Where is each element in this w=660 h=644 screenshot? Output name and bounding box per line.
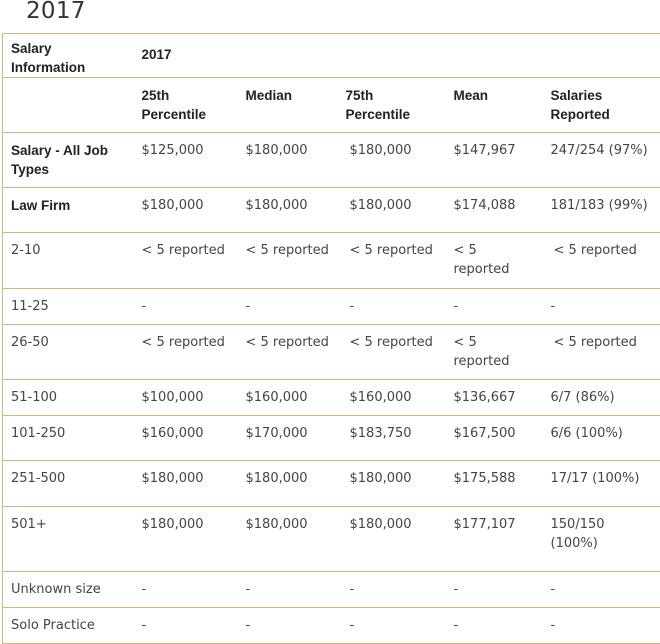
row-label: 26-50 xyxy=(11,335,49,350)
column-header-empty xyxy=(3,78,134,133)
cell-25th: $180,000 xyxy=(141,517,204,532)
cell-25th: - xyxy=(141,618,147,633)
cell-reported: 150/150 (100%) xyxy=(550,517,605,551)
cell-median: $160,000 xyxy=(245,390,308,405)
column-header-reported: Salaries Reported xyxy=(543,78,660,133)
cell-mean: $174,088 xyxy=(453,198,516,213)
row-label: 11-25 xyxy=(11,299,49,314)
cell-reported: - xyxy=(550,582,556,597)
cell-mean: - xyxy=(453,582,459,597)
year-header-cell xyxy=(134,34,660,78)
cell-median: - xyxy=(245,299,251,314)
salary-table xyxy=(2,33,660,644)
cell-75th: $180,000 xyxy=(349,517,412,532)
cell-reported: < 5 reported xyxy=(553,243,637,258)
cell-75th: < 5 reported xyxy=(349,335,433,350)
table-row xyxy=(3,133,660,188)
row-label: 2-10 xyxy=(11,243,41,258)
cell-reported: 6/7 (86%) xyxy=(550,390,615,405)
cell-reported: - xyxy=(550,299,556,314)
cell-mean: $147,967 xyxy=(453,143,516,158)
table-row xyxy=(3,325,660,380)
cell-mean: $177,107 xyxy=(453,517,516,532)
cell-median: < 5 reported xyxy=(245,335,329,350)
cell-75th: - xyxy=(349,582,355,597)
cell-25th: $160,000 xyxy=(141,426,204,441)
cell-median: $170,000 xyxy=(245,426,308,441)
cell-reported: - xyxy=(550,618,556,633)
table-row xyxy=(3,507,660,572)
cell-25th: < 5 reported xyxy=(141,243,225,258)
cell-median: $180,000 xyxy=(245,517,308,532)
cell-25th: - xyxy=(141,299,147,314)
row-label: 101-250 xyxy=(11,426,66,441)
cell-75th: $180,000 xyxy=(349,198,412,213)
cell-reported: 17/17 (100%) xyxy=(550,471,640,486)
cell-median: $180,000 xyxy=(245,471,308,486)
table-row xyxy=(3,233,660,289)
column-header-75th: 75th Percentile xyxy=(342,78,446,133)
row-label: 501+ xyxy=(11,517,47,532)
cell-mean: < 5 reported xyxy=(453,335,510,369)
cell-mean: $136,667 xyxy=(453,390,516,405)
cell-75th: - xyxy=(349,618,355,633)
cell-75th: $160,000 xyxy=(349,390,412,405)
row-label: Solo Practice xyxy=(11,618,95,633)
cell-25th: $180,000 xyxy=(141,471,204,486)
year-header: 2017 xyxy=(141,47,172,62)
cell-reported: 247/254 (97%) xyxy=(550,143,648,158)
cell-reported: 181/183 (99%) xyxy=(550,198,648,213)
column-header-median: Median xyxy=(238,78,342,133)
cell-median: - xyxy=(245,582,251,597)
cell-75th: $180,000 xyxy=(349,143,412,158)
cell-median: $180,000 xyxy=(245,198,308,213)
cell-75th: $183,750 xyxy=(349,426,412,441)
salary-info-header-cell xyxy=(3,34,134,78)
table-row xyxy=(3,608,660,644)
cell-median: - xyxy=(245,618,251,633)
cell-25th: < 5 reported xyxy=(141,335,225,350)
cell-median: $180,000 xyxy=(245,143,308,158)
column-header-25th: 25th Percentile xyxy=(134,78,238,133)
cell-reported: 6/6 (100%) xyxy=(550,426,623,441)
table-row xyxy=(3,188,660,233)
row-label: 51-100 xyxy=(11,390,58,405)
cell-75th: - xyxy=(349,299,355,314)
table-row xyxy=(3,461,660,507)
cell-25th: $125,000 xyxy=(141,143,204,158)
row-label: Unknown size xyxy=(11,582,101,597)
cell-mean: < 5 reported xyxy=(453,243,510,277)
cell-mean: - xyxy=(453,299,459,314)
row-label: Salary - All Job Types xyxy=(11,143,109,177)
table-row xyxy=(3,572,660,608)
row-label: Law Firm xyxy=(11,198,71,213)
cell-75th: $180,000 xyxy=(349,471,412,486)
column-header-row xyxy=(3,78,660,133)
cell-25th: $180,000 xyxy=(141,198,204,213)
row-label: 251-500 xyxy=(11,471,66,486)
cell-mean: - xyxy=(453,618,459,633)
table-row xyxy=(3,416,660,461)
table-row xyxy=(3,289,660,325)
column-header-mean: Mean xyxy=(446,78,543,133)
cell-median: < 5 reported xyxy=(245,243,329,258)
cell-mean: $175,588 xyxy=(453,471,516,486)
table-row xyxy=(3,380,660,416)
cell-mean: $167,500 xyxy=(453,426,516,441)
salary-info-header: Salary Information xyxy=(11,41,86,75)
cell-25th: - xyxy=(141,582,147,597)
cell-75th: < 5 reported xyxy=(349,243,433,258)
page-title: 2017 xyxy=(26,0,86,24)
cell-reported: < 5 reported xyxy=(553,335,637,350)
table-header-row xyxy=(3,34,660,78)
cell-25th: $100,000 xyxy=(141,390,204,405)
